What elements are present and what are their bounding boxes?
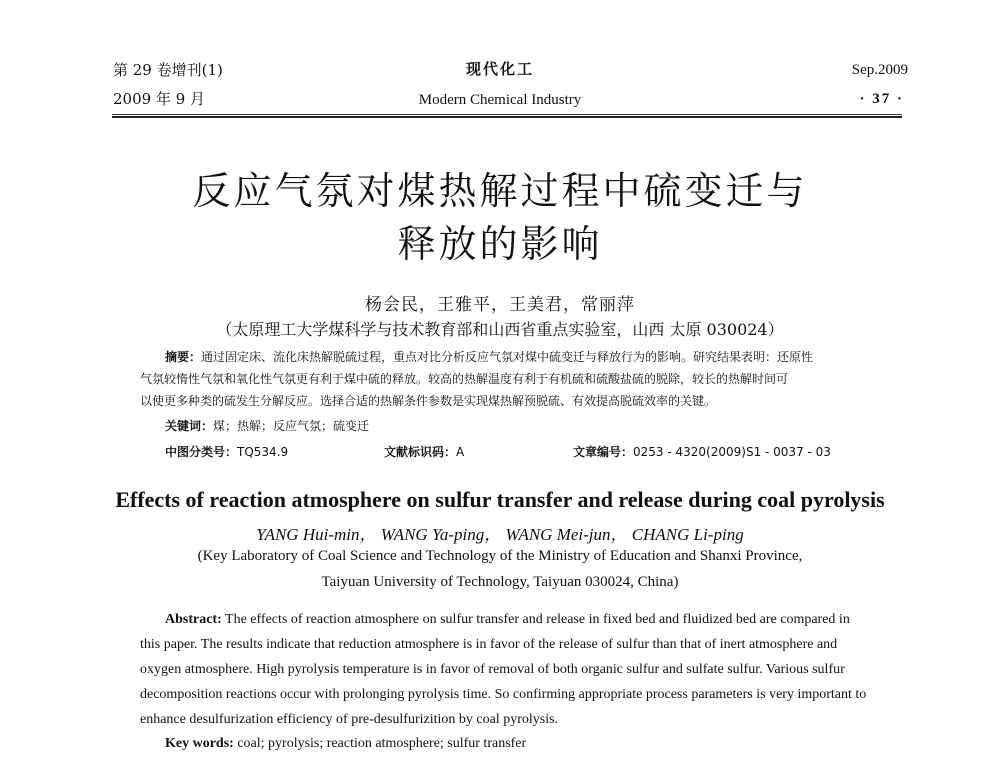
header-date-cn: 2009 年 9 月 — [113, 90, 206, 108]
clc-value: TQ534.9 — [237, 445, 289, 459]
header-rule-thin — [112, 114, 902, 115]
abstract-en-line3: oxygen atmosphere. High pyrolysis temperature is in favor of removal of both organic sulfur and sulfate sulfur. Various sulfur — [140, 662, 845, 677]
header-date-en: Sep.2009 — [851, 62, 908, 78]
abstract-cn-label: 摘要： — [165, 350, 202, 364]
keywords-cn-value: 煤；热解；反应气氛；硫变迁 — [213, 419, 370, 433]
clc-number — [165, 443, 288, 460]
clc-label: 中图分类号： — [165, 445, 238, 459]
article-number — [573, 443, 831, 460]
keywords-cn — [165, 417, 369, 434]
header-journal-en: Modern Chemical Industry — [418, 92, 582, 108]
article-number-label: 文章编号： — [573, 445, 634, 459]
header-rule-thick — [112, 116, 902, 118]
abstract-en-label: Abstract: — [165, 612, 222, 627]
document-code-label: 文献标识码： — [384, 445, 457, 459]
abstract-en-line1 — [165, 607, 895, 632]
abstract-cn-line2: 气氛较惰性气氛和氧化性气氛更有利于煤中硫的释放。较高的热解温度有利于有机硫和硫酸盐硫的脱除，较长的热解时间可 — [140, 372, 789, 386]
affiliation-en-line2: Taiyuan University of Technology, Taiyuan 030024, China) — [321, 574, 679, 590]
header-page-number: · 37 · — [859, 91, 904, 107]
abstract-en-text1: The effects of reaction atmosphere on sulfur transfer and release in fixed bed and fluidized bed are compared in — [221, 612, 850, 627]
keywords-en — [165, 736, 526, 752]
affiliation-cn: （太原理工大学煤科学与技术教育部和山西省重点实验室，山西 太原 030024） — [216, 320, 784, 339]
title-cn-line1: 反应气氛对煤热解过程中硫变迁与 — [192, 169, 808, 213]
authors-en: YANG Hui-min， WANG Ya-ping， WANG Mei-jun， CHANG Li-ping — [256, 525, 744, 544]
document-code-value: A — [456, 445, 465, 459]
title-en: Effects of reaction atmosphere on sulfur transfer and release during coal pyrolysis — [115, 487, 885, 512]
affiliation-en-line1: (Key Laboratory of Coal Science and Technology of the Ministry of Education and Shanxi Province, — [197, 548, 803, 564]
header-volume: 第 29 卷增刊(1) — [113, 61, 223, 79]
abstract-cn-line3: 以使更多种类的硫发生分解反应。选择合适的热解条件参数是实现煤热解预脱硫、有效提高脱硫效率的关键。 — [140, 394, 717, 408]
title-cn-line2: 释放的影响 — [397, 222, 603, 266]
abstract-en-line5: enhance desulfurization efficiency of pre-desulfurizition by coal pyrolysis. — [140, 712, 559, 727]
abstract-en-line4: decomposition reactions occur with prolonging pyrolysis time. So confirming appropriate process parameters is very important to — [140, 687, 867, 702]
article-number-value: 0253 - 4320(2009)S1 - 0037 - 03 — [633, 445, 831, 459]
keywords-en-value: coal; pyrolysis; reaction atmosphere; sulfur transfer — [233, 736, 527, 751]
document-code — [384, 443, 464, 460]
keywords-en-label: Key words: — [165, 736, 234, 751]
keywords-cn-label: 关键词： — [165, 419, 214, 433]
abstract-cn-line1 — [165, 348, 813, 367]
abstract-cn-text1: 通过固定床、流化床热解脱硫过程，重点对比分析反应气氛对煤中硫变迁与释放行为的影响。研究结果表明：还原性 — [201, 350, 814, 364]
abstract-en-line2: this paper. The results indicate that reduction atmosphere is in favor of the release of sulfur than that of inert atmosphere and — [140, 637, 838, 652]
authors-cn: 杨会民，王雅平，王美君，常丽萍 — [365, 295, 635, 315]
header-journal-cn: 现代化工 — [465, 60, 534, 78]
